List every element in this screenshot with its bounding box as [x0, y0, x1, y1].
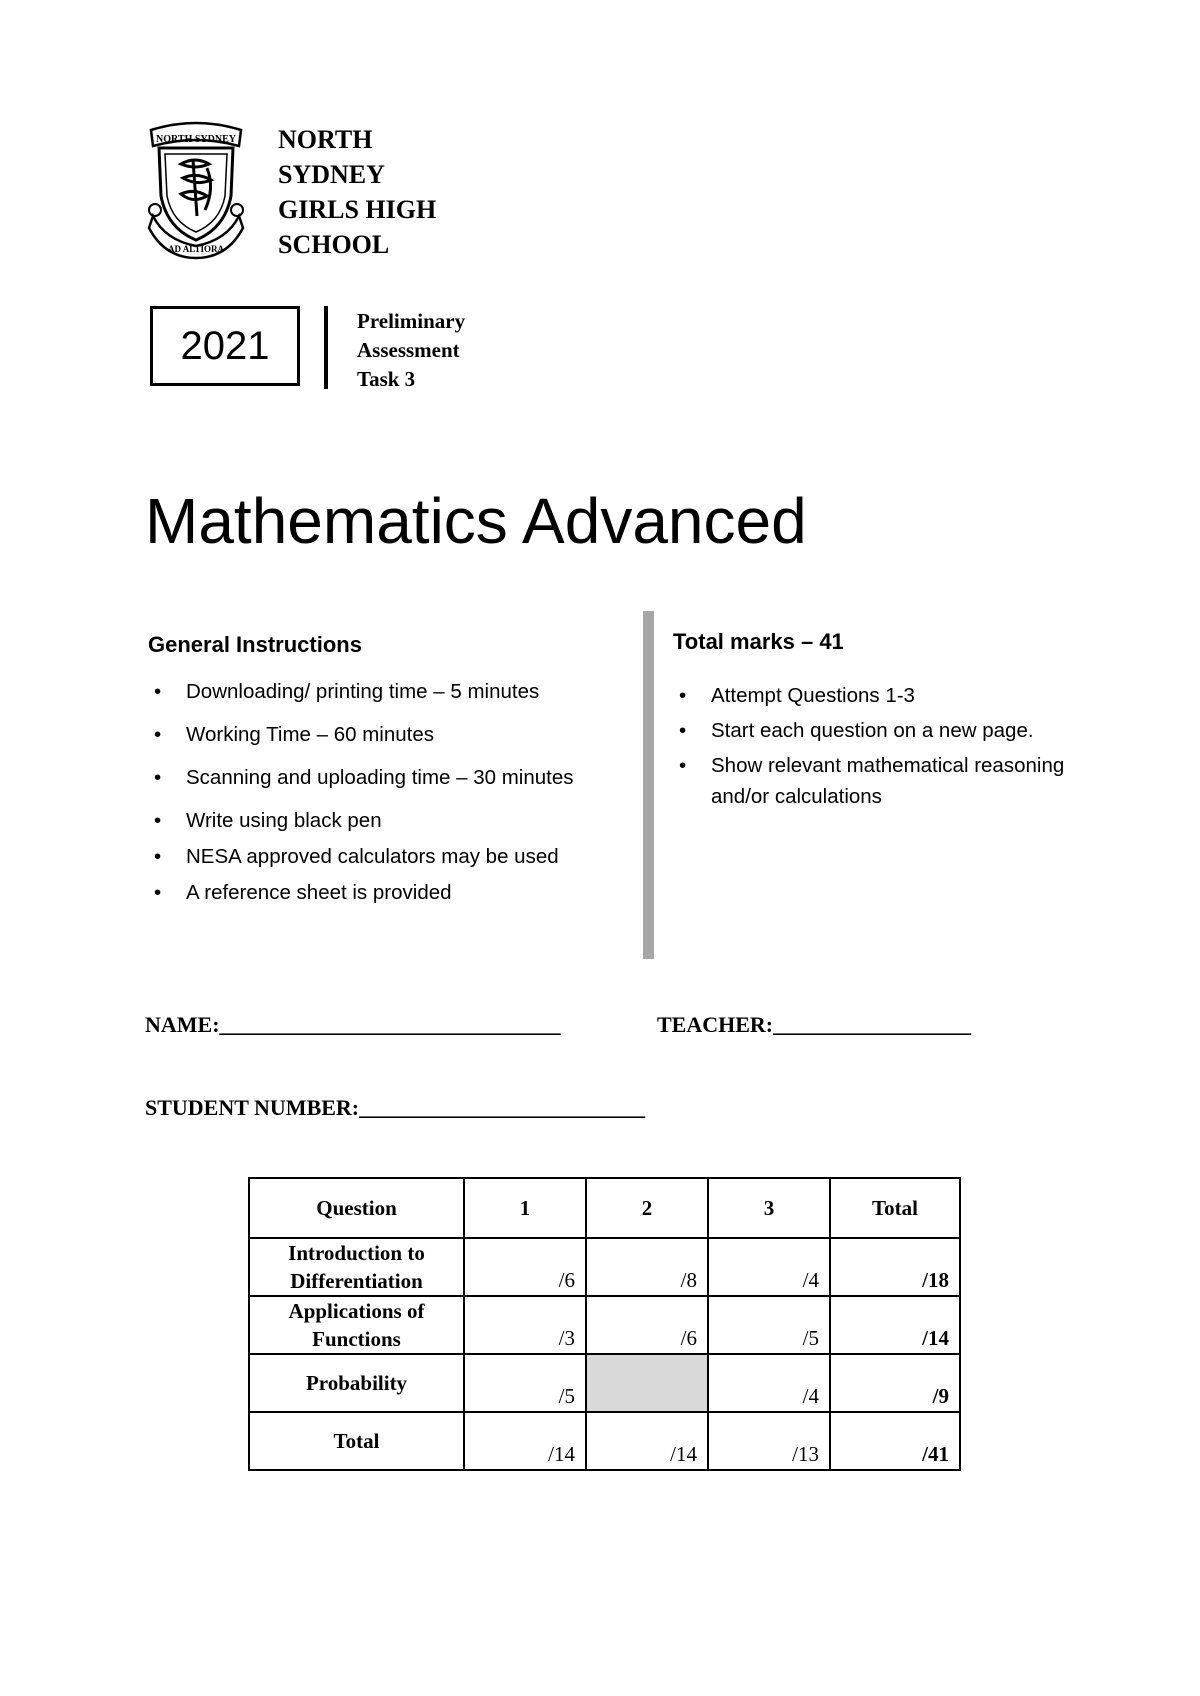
- school-name-line: NORTH: [278, 125, 373, 154]
- mark-cell: /4: [708, 1238, 830, 1296]
- total-cell: /14: [830, 1296, 960, 1354]
- marks-info-list: [675, 680, 1111, 816]
- column-header: Question: [249, 1178, 464, 1238]
- school-name-line: GIRLS HIGH: [278, 195, 437, 224]
- table-header-row: [249, 1178, 960, 1238]
- column-header: 1: [464, 1178, 586, 1238]
- mark-cell: /3: [464, 1296, 586, 1354]
- mark-cell: /6: [586, 1296, 708, 1354]
- total-cell: /18: [830, 1238, 960, 1296]
- column-divider: [643, 611, 654, 959]
- list-item: • NESA approved calculators may be used: [150, 845, 574, 881]
- school-crest-logo: [145, 118, 247, 260]
- task-label-line: Preliminary: [357, 309, 466, 333]
- list-item: • Write using black pen: [150, 809, 574, 845]
- school-name-line: SYDNEY: [278, 160, 385, 189]
- subject-title: Mathematics Advanced: [145, 485, 807, 557]
- table-row: [249, 1238, 960, 1296]
- list-item: • Start each question on a new page.: [675, 715, 1111, 746]
- list-item: • Downloading/ printing time – 5 minutes: [150, 680, 574, 723]
- column-header: 3: [708, 1178, 830, 1238]
- year-divider: [324, 306, 328, 389]
- total-cell: /41: [830, 1412, 960, 1470]
- shaded-cell: [586, 1354, 708, 1412]
- crest-banner-bottom: AD ALTIORA: [168, 244, 224, 254]
- mark-cell: /6: [464, 1238, 586, 1296]
- column-header: Total: [830, 1178, 960, 1238]
- list-item: • Show relevant mathematical reasoning and/or calculations: [675, 750, 1111, 812]
- mark-cell: /5: [464, 1354, 586, 1412]
- table-row: [249, 1354, 960, 1412]
- column-header: 2: [586, 1178, 708, 1238]
- table-row: [249, 1412, 960, 1470]
- mark-cell: /14: [586, 1412, 708, 1470]
- student-number-field[interactable]: STUDENT NUMBER:__________________________: [145, 1095, 646, 1120]
- marks-table: [248, 1177, 961, 1471]
- teacher-field[interactable]: TEACHER:__________________: [657, 1012, 972, 1037]
- task-label-line: Task 3: [357, 367, 416, 391]
- year-box: 2021: [150, 306, 300, 386]
- task-label-line: Assessment: [357, 338, 460, 362]
- school-name-line: SCHOOL: [278, 230, 390, 259]
- table-row: [249, 1296, 960, 1354]
- row-label: Introduction to Differentiation: [249, 1238, 464, 1296]
- mark-cell: /13: [708, 1412, 830, 1470]
- list-item: • Attempt Questions 1-3: [675, 680, 1111, 711]
- mark-cell: /5: [708, 1296, 830, 1354]
- mark-cell: /8: [586, 1238, 708, 1296]
- list-item: • Scanning and uploading time – 30 minutes: [150, 766, 574, 809]
- instructions-list: [150, 680, 574, 917]
- row-label: Total: [249, 1412, 464, 1470]
- row-label: Applications of Functions: [249, 1296, 464, 1354]
- instructions-heading: General Instructions: [148, 632, 362, 657]
- list-item: • A reference sheet is provided: [150, 881, 574, 917]
- mark-cell: /14: [464, 1412, 586, 1470]
- crest-banner-top: NORTH SYDNEY: [156, 134, 236, 145]
- total-cell: /9: [830, 1354, 960, 1412]
- school-name: [278, 122, 436, 262]
- list-item: • Working Time – 60 minutes: [150, 723, 574, 766]
- name-field[interactable]: NAME:_______________________________: [145, 1012, 561, 1037]
- task-label: [357, 307, 465, 394]
- mark-cell: /4: [708, 1354, 830, 1412]
- total-marks-heading: Total marks – 41: [673, 629, 844, 654]
- row-label: Probability: [249, 1354, 464, 1412]
